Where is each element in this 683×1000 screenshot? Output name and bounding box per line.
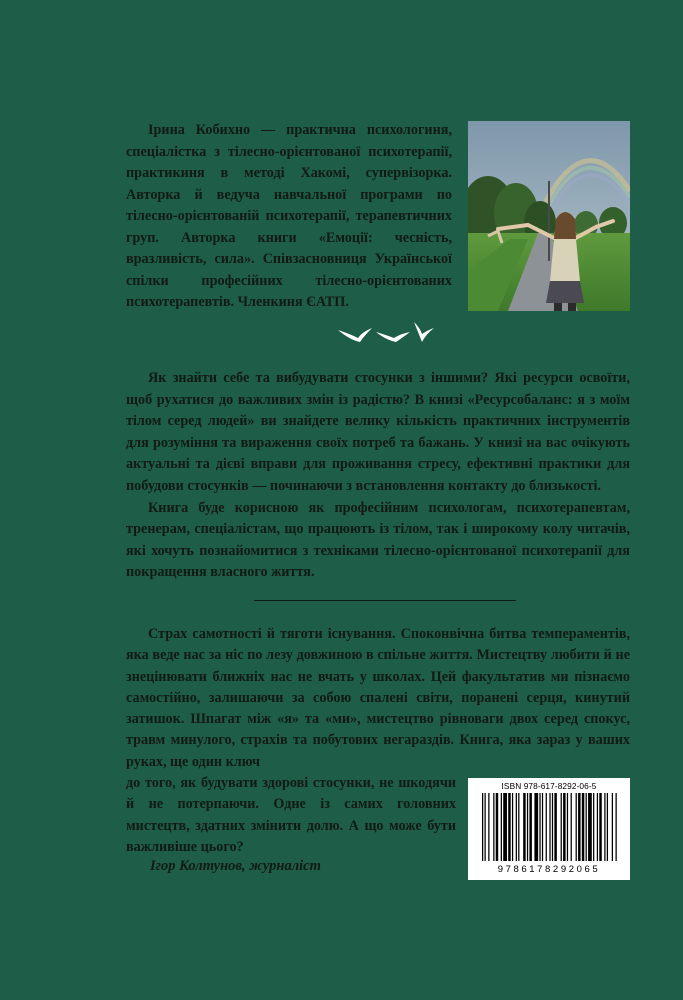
barcode-bar [552, 793, 553, 861]
book-description [126, 368, 630, 584]
barcode-bar [493, 793, 494, 861]
barcode-bar [588, 793, 592, 861]
flying-birds-icon [336, 318, 436, 348]
barcode-bar [576, 793, 577, 861]
barcode-bar [516, 793, 517, 861]
barcode-bar [518, 793, 519, 861]
review-paragraph: Страх самотності й тяготи існування. Споконвічна битва темпераментів, яка веде нас за ніс по лезу довжиною в спільне життя. Мистецтву любити й не знецінювати ближніх нас не вчать у школах. Цей факультатив ми пізнаємо самостійно, залишаючи за собою спалені світи, поранені серця, кинутий затишок. Шпагат між «я» та «ми», мистецтво рівноваги двох серед спокус, травм минулого, страхів та побутових негараздів. Книга, яка зараз у ваших руках, ще один ключ [126, 626, 630, 770]
barcode-bar [534, 793, 538, 861]
barcode-bar [561, 793, 562, 861]
barcode-bar [529, 793, 531, 861]
barcode-bar [512, 793, 513, 861]
barcode-bar [527, 793, 528, 861]
barcode-bar [586, 793, 587, 861]
review-author: Ігор Колтунов, журналіст [150, 858, 321, 874]
barcode-bar [567, 793, 568, 861]
isbn-barcode [468, 778, 630, 880]
barcode-bar [482, 793, 483, 861]
barcode-bar [571, 793, 572, 861]
review-paragraph-end: до того, як будувати здорові стосунки, не шкодячи й не потерпаючи. Одне із самих головних мистецтв, здатних змінити долю. А що може бути важливіше цього? [126, 775, 456, 855]
barcode-bar [542, 793, 543, 861]
isbn-number: ISBN 978-617-8292-06-5 [501, 781, 597, 791]
author-bio: Ірина Кобихно — практична психологиня, спеціалістка з тілесно-орієнтованої психотерапії, практикиня в методі Хакомі, супервізорка. Авторка й ведуча навчальної програми по тілесно-орієнтованій психотерапії, терапевтичних груп. Авторка книги «Емоції: чесність, вразливість, сила». Співзасновниця Української спілки професійних тілесно-орієнтованих психотерапевтів. Членкиня ЄАТП. [126, 122, 452, 310]
description-paragraph: Книга буде корисною як професійним психологам, психотерапевтам, тренерам, спеціалістам, що працюють із тілом, так і широкому колу читачів, які хочуть познайомитися з техніками тілесно-орієнтованої психотерапії для покращення власного життя. [126, 499, 630, 581]
author-photo-illustration [468, 121, 630, 311]
barcode-bar [554, 793, 556, 861]
section-divider [254, 600, 516, 601]
barcode-bar [546, 793, 547, 861]
barcode-bar [523, 793, 525, 861]
barcode-bar [549, 793, 550, 861]
barcode-bar [488, 793, 489, 861]
author-photo [468, 121, 630, 311]
barcode-bar [582, 793, 584, 861]
barcode-bars [482, 793, 618, 861]
description-paragraph: Як знайти себе та вибудувати стосунки з іншими? Які ресурси освоїти, щоб рухатися до важливих змін із радістю? В книзі «Ресурсобаланс: я з моїм тілом серед людей» ви знайдете велику кількість практичних інструментів для розуміння та вираження своїх потреб та бажань. У книзі на вас очікують актуальні та дієві вправи для проживання стресу, ефективні практики для побудови стосунків — починаючи з встановлення контакту до близькості. [126, 370, 630, 494]
barcode-bar [539, 793, 540, 861]
barcode-bar [612, 793, 613, 861]
barcode-bar [599, 793, 601, 861]
barcode-bar [593, 793, 594, 861]
barcode-bar [501, 793, 502, 861]
barcode-bar [563, 793, 565, 861]
barcode-bar [508, 793, 510, 861]
barcode-bar [616, 793, 617, 861]
barcode-bar [578, 793, 580, 861]
ean-digits: 9786178292065 [497, 864, 601, 875]
barcode-bar [597, 793, 598, 861]
barcode-bar [484, 793, 485, 861]
barcode-bar [607, 793, 608, 861]
barcode-bar [604, 793, 605, 861]
barcode-bar [503, 793, 507, 861]
barcode-bar [496, 793, 498, 861]
